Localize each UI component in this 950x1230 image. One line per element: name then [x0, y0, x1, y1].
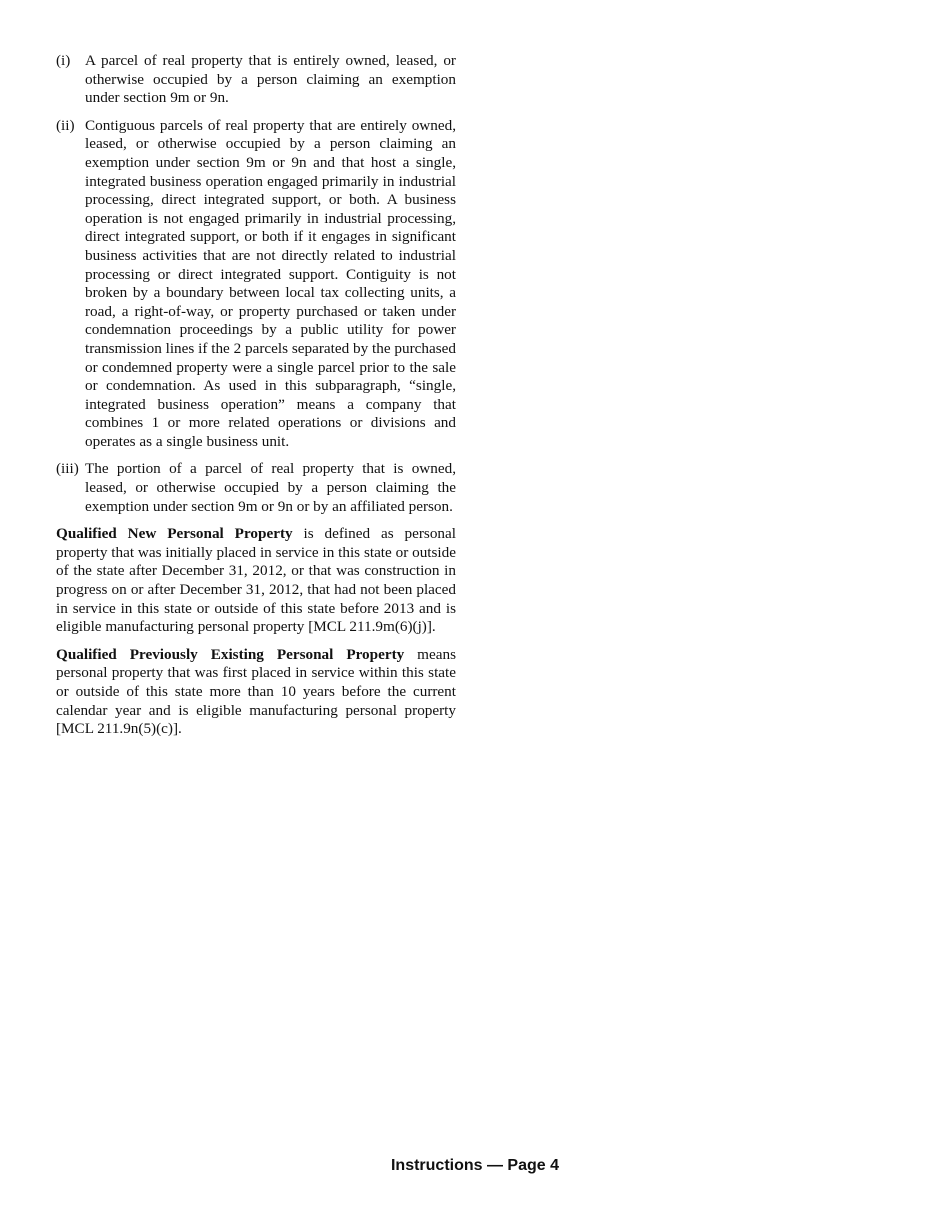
definition-text: means personal property that was first placed in service within this state or outside of this state more than 10 years before the current calendar year and is eligible manufacturing personal property [MCL 211.9n(5)(c)]. — [56, 645, 456, 738]
list-item-text: Contiguous parcels of real property that are entirely owned, leased, or otherwise occupied by a person claiming an exemption under section 9m or 9n and that host a single, integrated business operation engaged primarily in industrial processing, direct integrated support, or both. A business operation is not engaged primarily in industrial processing, direct integrated support, or both if it engages in significant business activities that are not directly related to industrial processing or direct integrated support. Contiguity is not broken by a boundary between local tax collecting units, a road, a right-of-way, or property purchased or taken under condemnation proceedings by a public utility for power transmission lines if the 2 parcels separated by the purchased or condemned property were a single parcel prior to the sale or condemnation. As used in this subparagraph, “single, integrated business operation” means a company that combines 1 or more related operations or divisions and operates as a single business unit. — [85, 116, 456, 450]
definition-term: Qualified New Personal Property — [56, 525, 293, 543]
text-column — [56, 52, 456, 748]
list-item — [56, 460, 456, 516]
list-item — [56, 117, 456, 452]
definition-text: is defined as personal property that was initially placed in service in this state or outside of the state after December 31, 2012, or that was construction in progress on or after December 31, 2012, that had not been placed in service in this state or outside of this state before 2013 and is eligible manufacturing personal property [MCL 211.9m(6)(j)]. — [56, 525, 456, 636]
page-footer: Instructions — Page 4 — [390, 1157, 560, 1174]
definition-qualified-previously-existing-personal-property — [56, 646, 456, 739]
list-item-number: (iii) — [56, 460, 79, 478]
list-item-number: (ii) — [56, 116, 75, 134]
list-item — [56, 52, 456, 108]
definition-qualified-new-personal-property — [56, 525, 456, 637]
list-item-text: A parcel of real property that is entirely owned, leased, or otherwise occupied by a person claiming an exemption under section 9m or 9n. — [85, 52, 456, 107]
list-item-text: The portion of a parcel of real property that is owned, leased, or otherwise occupied by a person claiming the exemption under section 9m or 9n or by an affiliated person. — [85, 460, 456, 515]
list-item-number: (i) — [56, 52, 71, 69]
definition-term: Qualified Previously Existing Personal Property — [56, 645, 405, 663]
